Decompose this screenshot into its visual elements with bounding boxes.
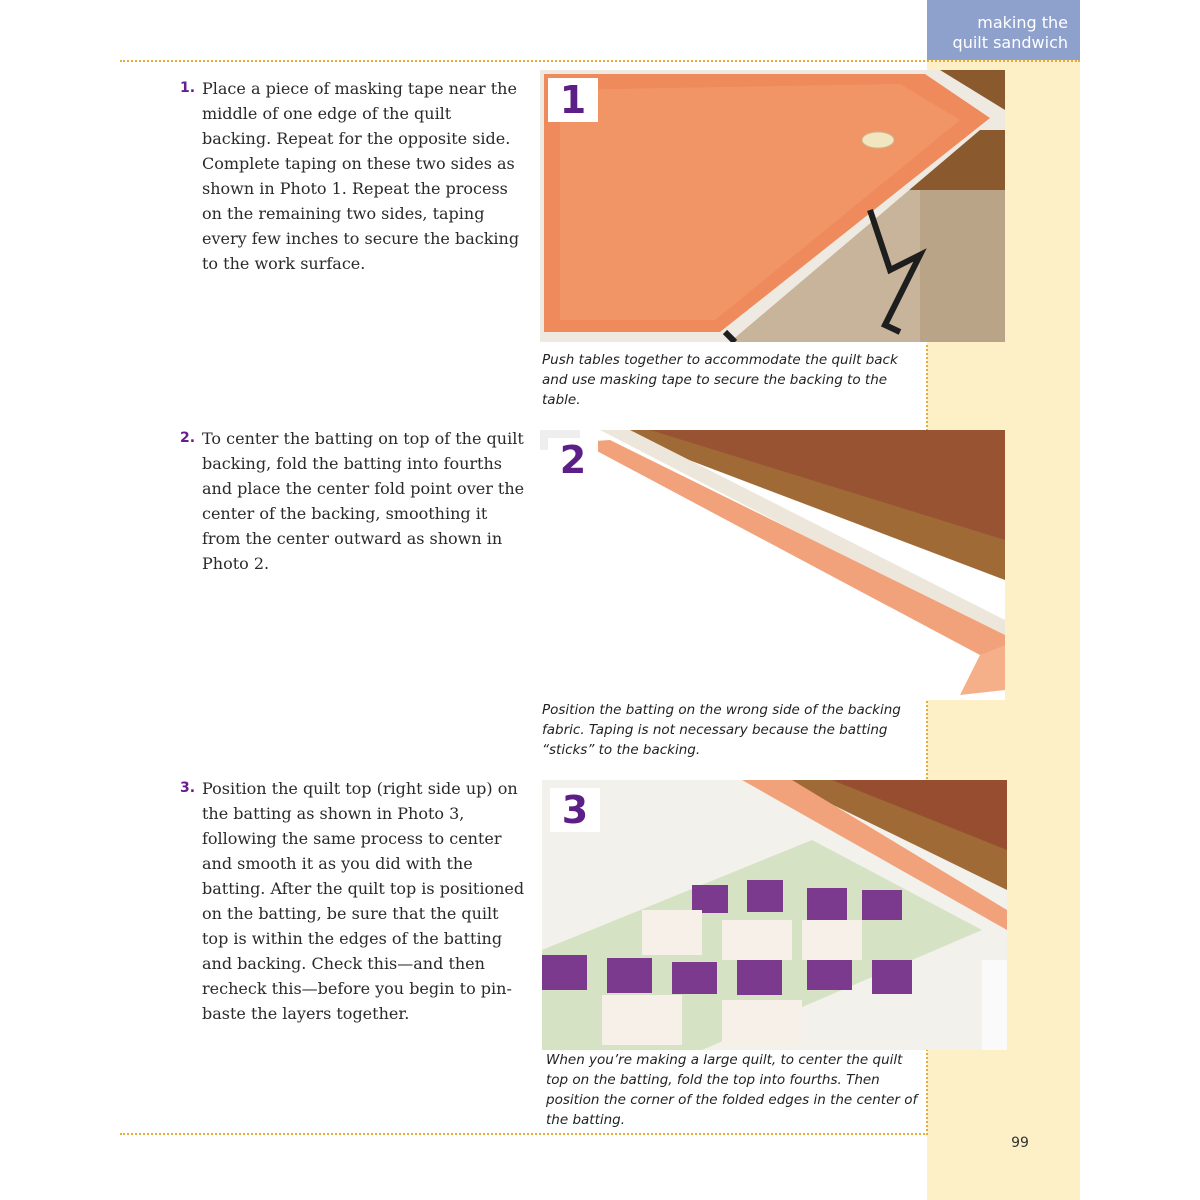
step-3-text: Position the quilt top (right side up) on the batting as shown in Photo 3, following the same process to center and smooth it as you did with the batting. After the quilt top is positioned on the batting, be sure that the quilt top is within the edges of the batting and backing. Check this—and then recheck this—before you begin to pin-baste the layers together.	[202, 779, 525, 1023]
step-1	[180, 76, 525, 276]
photo-1-caption: Push tables together to accommodate the quilt back and use masking tape to secure the backing to the table.	[542, 352, 898, 408]
photo-2-image	[540, 430, 1005, 700]
photo-2-caption: Position the batting on the wrong side of the backing fabric. Taping is not necessary because the batting “sticks” to the backing.	[542, 702, 901, 758]
step-1-number: 1.	[180, 80, 196, 96]
photo-1	[540, 70, 1005, 342]
photo-2-label: 2	[548, 438, 598, 482]
step-2-text: To center the batting on top of the quilt backing, fold the batting into fourths and place the center fold point over the center of the backing, smoothing it from the center outward as shown in Photo 2.	[202, 429, 525, 573]
section-tab-line-2: quilt sandwich	[952, 33, 1068, 52]
photo-3-label: 3	[550, 788, 600, 832]
photo-3-caption: When you’re making a large quilt, to center the quilt top on the batting, fold the top into fourths. Then position the corner of the folded edges in the center of the batting.	[546, 1052, 918, 1128]
photo-3-image	[542, 780, 1007, 1050]
bottom-dotted-rule	[120, 1133, 925, 1135]
photo-1-label: 1	[548, 78, 598, 122]
photo-2	[540, 430, 1005, 700]
top-dotted-rule	[120, 60, 1080, 62]
step-2	[180, 426, 525, 576]
step-1-text: Place a piece of masking tape near the middle of one edge of the quilt backing. Repeat for the opposite side. Complete taping on these two sides as shown in Photo 1. Repeat the process on the remaining two sides, taping every few inches to secure the backing to the work surface.	[202, 79, 520, 273]
step-3-number: 3.	[180, 780, 196, 796]
photo-3	[542, 780, 1007, 1050]
step-2-number: 2.	[180, 430, 196, 446]
photo-1-image	[540, 70, 1005, 342]
section-tab-line-1: making the	[977, 13, 1068, 32]
section-tab	[927, 0, 1080, 60]
page-number: 99	[1011, 1135, 1029, 1151]
step-3	[180, 776, 525, 1026]
